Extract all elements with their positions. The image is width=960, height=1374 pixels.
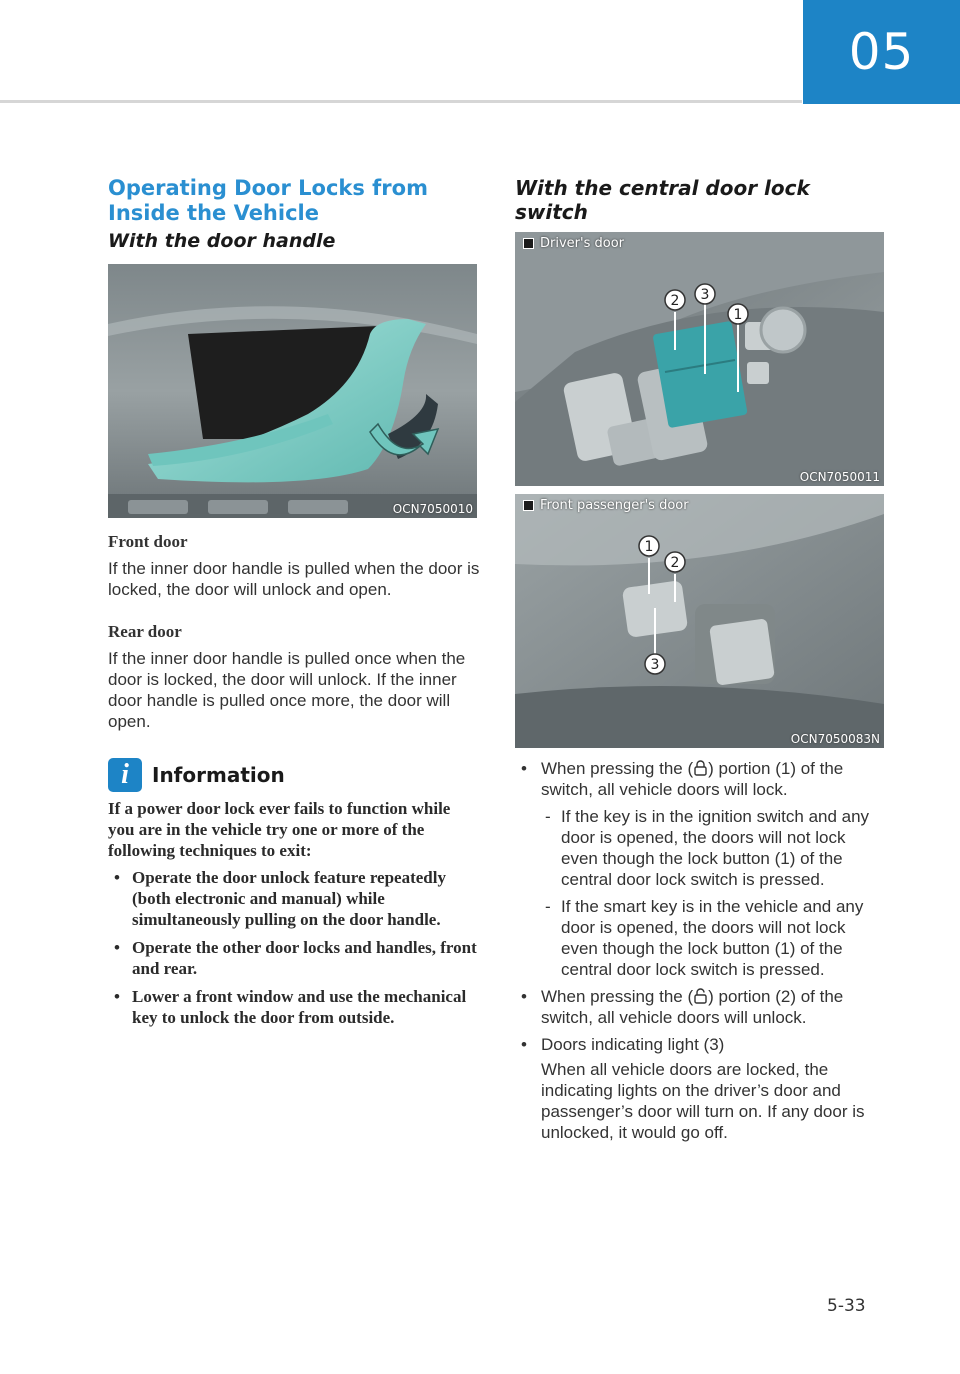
callout-1: 1	[733, 307, 743, 323]
caption-square-icon	[523, 500, 534, 511]
bullet-text: When all vehicle doors are locked, the indicating lights on the driver’s door and passenger’s door will turn on. If any door is unlocked, it would go off.	[541, 1060, 865, 1142]
unlock-icon	[694, 988, 707, 1004]
list-item	[515, 758, 885, 980]
sub-list	[541, 806, 885, 980]
sub-list-item: - If the smart key is in the vehicle and any door is opened, the doors will not lock even though the lock button (1) of the central door lock switch is pressed.	[541, 896, 885, 980]
rear-door-text: If the inner door handle is pulled once when the door is locked, the door will unlock. If the inner door handle is pulled once more, the door will open.	[108, 649, 466, 731]
bullet-text: When pressing the (	[541, 987, 694, 1006]
list-item	[515, 986, 885, 1028]
central-switch-list	[515, 758, 885, 1143]
callout-2: 2	[670, 293, 680, 309]
callout-1: 1	[644, 539, 654, 555]
caption-square-icon	[523, 238, 534, 249]
information-header	[108, 758, 480, 792]
sub-list-item: - If the key is in the ignition switch and any door is opened, the doors will not lock even though the lock button (1) of the central door lock switch is pressed.	[541, 806, 885, 890]
bullet-text: ) portion (1) of the switch, all vehicle doors will lock.	[541, 759, 844, 799]
callout-2: 2	[670, 555, 680, 571]
list-item	[515, 1034, 885, 1143]
info-icon: i	[108, 758, 142, 792]
figure-door-handle	[108, 264, 477, 518]
list-item: • Operate the other door locks and handles, front and rear.	[108, 937, 480, 979]
bullet-text: When pressing the (	[541, 759, 694, 778]
header-rule	[0, 100, 802, 103]
chapter-tab: 05	[803, 0, 960, 104]
information-title: Information	[152, 763, 285, 787]
rear-door-heading: Rear door	[108, 622, 182, 641]
information-list	[108, 867, 480, 1028]
figure-code: OCN7050010	[392, 502, 473, 516]
callout-3: 3	[650, 657, 660, 673]
front-door-text: If the inner door handle is pulled when the door is locked, the door will unlock and open.	[108, 559, 480, 599]
caption-text: Front passenger's door	[540, 498, 689, 513]
subsection-title-central-switch: With the central door lock switch	[515, 176, 810, 224]
left-column	[108, 176, 480, 1035]
figure-code: OCN7050083N	[790, 732, 880, 746]
passenger-door-switch-illustration	[515, 494, 884, 748]
section-title: Operating Door Locks from Inside the Vehicle	[108, 176, 428, 225]
figure-caption-passenger-door	[523, 498, 689, 513]
subsection-title-door-handle: With the door handle	[108, 230, 336, 252]
door-handle-illustration	[108, 264, 477, 518]
caption-text: Driver's door	[540, 236, 624, 251]
figure-code: OCN7050011	[799, 470, 880, 484]
callout-3: 3	[700, 287, 710, 303]
figure-caption-drivers-door	[523, 236, 624, 251]
information-intro: If a power door lock ever fails to function while you are in the vehicle try one or more of the following techniques to exit:	[108, 799, 451, 860]
figure-passenger-door	[515, 494, 884, 748]
bullet-title: • Doors indicating light (3)	[541, 1035, 725, 1054]
front-door-heading: Front door	[108, 532, 188, 551]
page-number: 5-33	[827, 1296, 866, 1316]
drivers-door-switch-illustration	[515, 232, 884, 486]
list-item: • Operate the door unlock feature repeatedly (both electronic and manual) while simultaneously pulling on the door handle.	[108, 867, 480, 930]
lock-icon	[694, 760, 707, 776]
right-column	[515, 176, 885, 1149]
list-item: • Lower a front window and use the mechanical key to unlock the door from outside.	[108, 986, 480, 1028]
figure-drivers-door	[515, 232, 884, 486]
bullet-text: ) portion (2) of the switch, all vehicle doors will unlock.	[541, 987, 844, 1027]
